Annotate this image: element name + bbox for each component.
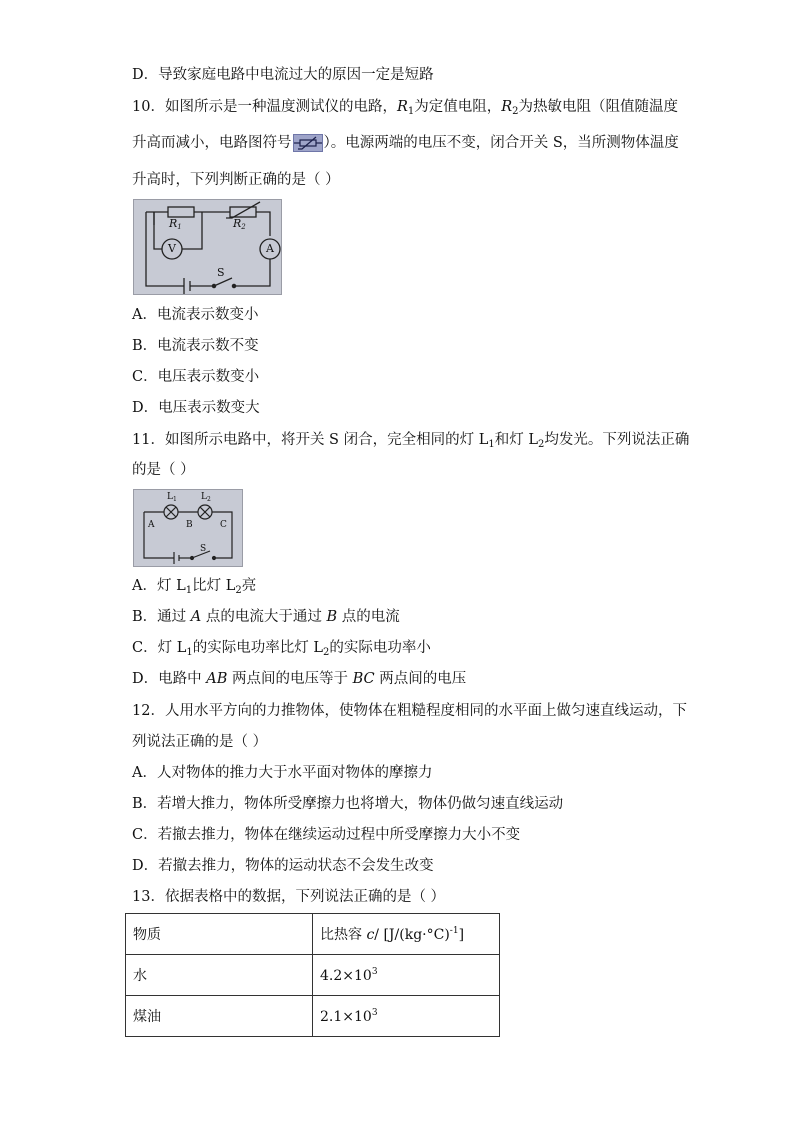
q10-fig-r1-label: $R_1$ (169, 217, 182, 231)
table-cell-value: $2.1\times 10^3$ (313, 996, 500, 1037)
q12-option-c: C．若撤去推力，物体在继续运动过程中所受摩擦力大小不变 (132, 827, 521, 843)
q10-stem-line2: 升高而减小，电路图符号 ）。电源两端的电压不变，闭合开关 S，当所测物体温度 (132, 135, 679, 151)
q11-fig-s-label: S (200, 544, 207, 554)
q11-fig-l1-label: $L_1$ (167, 492, 177, 503)
table-cell-substance: 水 (126, 955, 313, 996)
q11-option-c: C．灯 $L_1$的实际电功率比灯 $L_2$的实际电功率小 (132, 640, 431, 658)
q11-circuit-figure (133, 489, 243, 567)
q13-stem: 13．依据表格中的数据，下列说法正确的是（ ） (132, 889, 446, 905)
q10-fig-voltmeter-label: V (168, 242, 176, 255)
q12-option-b: B．若增大推力，物体所受摩擦力也将增大，物体仍做匀速直线运动 (132, 796, 564, 812)
q13-data-table (125, 913, 500, 1037)
table-cell-substance: 煤油 (126, 996, 313, 1037)
thermistor-symbol-icon (293, 134, 323, 152)
table-header-row (126, 914, 500, 955)
q12-option-d: D．若撤去推力，物体的运动状态不会发生改变 (132, 858, 434, 874)
q9-option-d: D．导致家庭电路中电流过大的原因一定是短路 (132, 67, 434, 83)
q10-option-c: C．电压表示数变小 (132, 369, 260, 385)
q10-stem-line1: 10．如图所示是一种温度测试仪的电路，$R_1$为定值电阻，$R_2$为热敏电阻（阻值随温度 (132, 99, 679, 117)
q12-option-a: A．人对物体的推力大于水平面对物体的摩擦力 (132, 765, 433, 781)
table-cell-value: $4.2\times 10^3$ (313, 955, 500, 996)
q11-fig-l2-label: $L_2$ (201, 492, 211, 503)
q10-stem-line3: 升高时，下列判断正确的是（ ） (132, 172, 340, 188)
table-header-substance: 物质 (126, 914, 313, 955)
q11-option-d: D．电路中 AB 两点间的电压等于 BC 两点间的电压 (132, 671, 467, 687)
table-row (126, 996, 500, 1037)
q12-stem-line2: 列说法正确的是（ ） (132, 734, 268, 750)
q10-fig-ammeter-label: A (266, 242, 274, 255)
q10-option-a: A．电流表示数变小 (132, 307, 259, 323)
q10-fig-switch-label: S (217, 266, 225, 279)
q10-option-d: D．电压表示数变大 (132, 400, 260, 416)
q11-fig-a-label: A (148, 520, 155, 530)
q10-circuit-figure (133, 199, 282, 295)
q11-stem-line2: 的是（ ） (132, 462, 195, 478)
q11-fig-c-label: C (220, 520, 227, 530)
q12-stem-line1: 12．人用水平方向的力推物体，使物体在粗糙程度相同的水平面上做匀速直线运动，下 (132, 703, 687, 719)
q11-option-b: B．通过 A 点的电流大于通过 B 点的电流 (132, 609, 400, 625)
q11-stem-line1: 11．如图所示电路中，将开关 S 闭合，完全相同的灯 $L_1$和灯 $L_2$均发光。下列说法正确 (132, 432, 690, 450)
table-row (126, 955, 500, 996)
table-header-specific-heat: 比热容 c/ $[J/(kg\cdot^\circ C)^{-1}]$ (313, 914, 500, 955)
q10-option-b: B．电流表示数不变 (132, 338, 259, 354)
q11-fig-b-label: B (186, 520, 193, 530)
q10-fig-r2-label: $R_2$ (233, 217, 246, 231)
q11-option-a: A．灯 $L_1$比灯 $L_2$亮 (132, 578, 257, 596)
